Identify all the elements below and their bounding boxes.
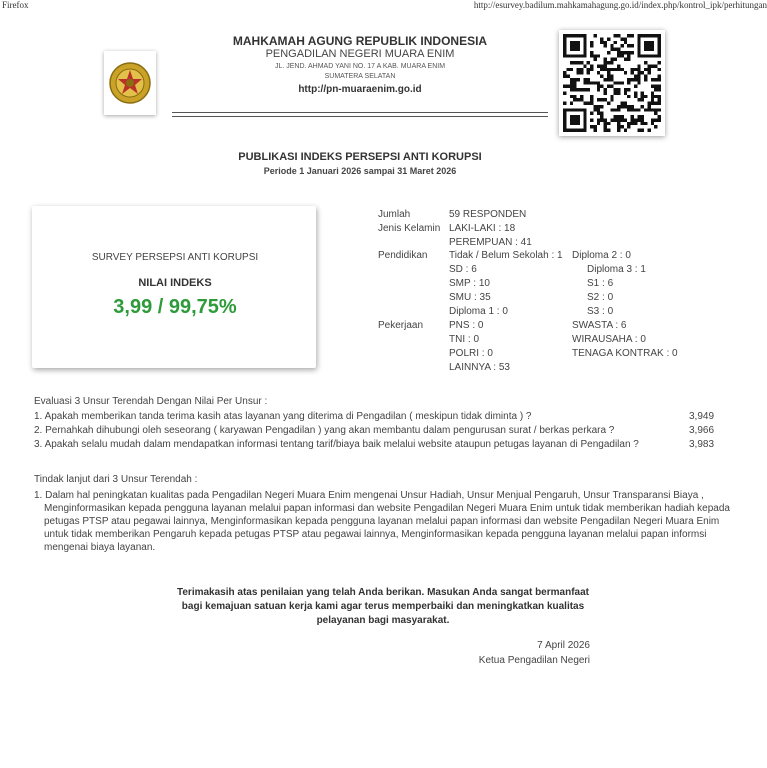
evaluation-item: 3. Apakah selalu mudah dalam mendapatkan informasi tentang tarif/biaya baik melalui website ataupun petugas layanan di Pengadilan ? [34,439,639,450]
followup-paragraph [34,489,734,554]
stat-female: PEREMPUAN : 41 [449,237,532,248]
stat-edu-item: SMU : 35 [449,292,491,303]
court-emblem-icon [104,51,156,115]
stat-jumlah-label: Jumlah [378,209,411,220]
signature-date: 7 April 2026 [537,640,590,651]
evaluation-item: 1. Apakah memberikan tanda terima kasih atas layanan yang diterima di Pengadilan ( meskipun tidak diminta ) ? [34,411,532,422]
stat-male: LAKI-LAKI : 18 [449,223,516,234]
stat-edu-item: S2 : 0 [587,292,614,303]
header-province: SUMATERA SELATAN [324,73,396,80]
stat-job-item: WIRAUSAHA : 0 [572,334,646,345]
stat-job-item: LAINNYA : 53 [449,362,510,373]
stat-job-item: PNS : 0 [449,320,484,331]
header-court-name: PENGADILAN NEGERI MUARA ENIM [265,48,455,60]
signatory-title: Ketua Pengadilan Negeri [478,655,590,666]
stat-education-label: Pendidikan [378,250,428,261]
index-label: NILAI INDEKS [138,277,212,289]
stat-edu-item: S1 : 6 [587,278,614,289]
stat-job-item: POLRI : 0 [449,348,493,359]
qr-code-icon [559,30,665,136]
stat-job-item: TENAGA KONTRAK : 0 [572,348,678,359]
evaluation-value: 3,949 [689,411,715,422]
evaluation-title: Evaluasi 3 Unsur Terendah Dengan Nilai Per Unsur : [34,396,268,407]
stat-edu-item: Diploma 3 : 1 [587,264,646,275]
evaluation-item: 2. Pernahkah dihubungi oleh seseorang ( karyawan Pengadilan ) yang akan membantu dalam pengurusan surat / berkas perkara ? [34,425,615,436]
stat-edu-item: Diploma 2 : 0 [572,250,631,261]
publication-title: PUBLIKASI INDEKS PERSEPSI ANTI KORUPSI [238,151,482,163]
stat-job-item: SWASTA : 6 [572,320,627,331]
header-divider [172,112,548,117]
header-address: JL. JEND. AHMAD YANI NO. 17 A KAB. MUARA ENIM [274,63,446,70]
stat-edu-item: S3 : 0 [587,306,614,317]
followup-text: 1. Dalam hal peningkatan kualitas pada Pengadilan Negeri Muara Enim mengenai Unsur Hadiah, Unsur Menjual Pengaruh, Unsur Transparansi Biaya , Menginformasikan kepada pengguna layanan melalui papan informasi dan website Pengadilan Negeri Muara Enim untuk tidak memberikan hadiah kepada petugas PTSP atau pegawai lainnya, Menginformasikan kepada pengguna layanan melalui papan informasi dan website Pengadilan Negeri Muara Enim untuk tidak memberikan Pengaruh kepada petugas PTSP atau pegawai lainnya, Menginformasikan kepada pengguna layanan melalui papan informsi mengenai biaya layanan. [34,490,730,553]
evaluation-value: 3,966 [689,425,715,436]
index-value: 3,99 / 99,75% [113,296,237,318]
followup-title: Tindak lanjut dari 3 Unsur Terendah : [34,474,198,485]
survey-label: SURVEY PERSEPSI ANTI KORUPSI [91,252,259,263]
publication-period: Periode 1 Januari 2026 sampai 31 Maret 2026 [263,166,457,176]
stat-edu-item: Diploma 1 : 0 [449,306,508,317]
stat-edu-item: SD : 6 [449,264,477,275]
browser-name: Firefox [2,0,29,10]
thanks-message: Terimakasih atas penilaian yang telah Anda berikan. Masukan Anda sangat bermanfaat bagi kemajuan satuan kerja kami agar terus memperbaiki dan meningkatkan kualitas pelayanan bagi masyarakat. [177,587,589,626]
evaluation-value: 3,983 [689,439,715,450]
stat-edu-item: Tidak / Belum Sekolah : 1 [449,250,563,261]
stat-job-item: TNI : 0 [449,334,480,345]
stat-occupation-label: Pekerjaan [378,320,424,331]
stat-gender-label: Jenis Kelamin [378,223,441,234]
header-court-supreme: MAHKAMAH AGUNG REPUBLIK INDONESIA [232,34,488,48]
stat-jumlah-value: 59 RESPONDEN [449,209,527,220]
header-website[interactable]: http://pn-muaraenim.go.id [298,84,422,95]
stat-edu-item: SMP : 10 [449,278,490,289]
browser-url[interactable]: http://esurvey.badilum.mahkamahagung.go.id/index.php/kontrol_ipk/perhitungan [473,0,767,10]
